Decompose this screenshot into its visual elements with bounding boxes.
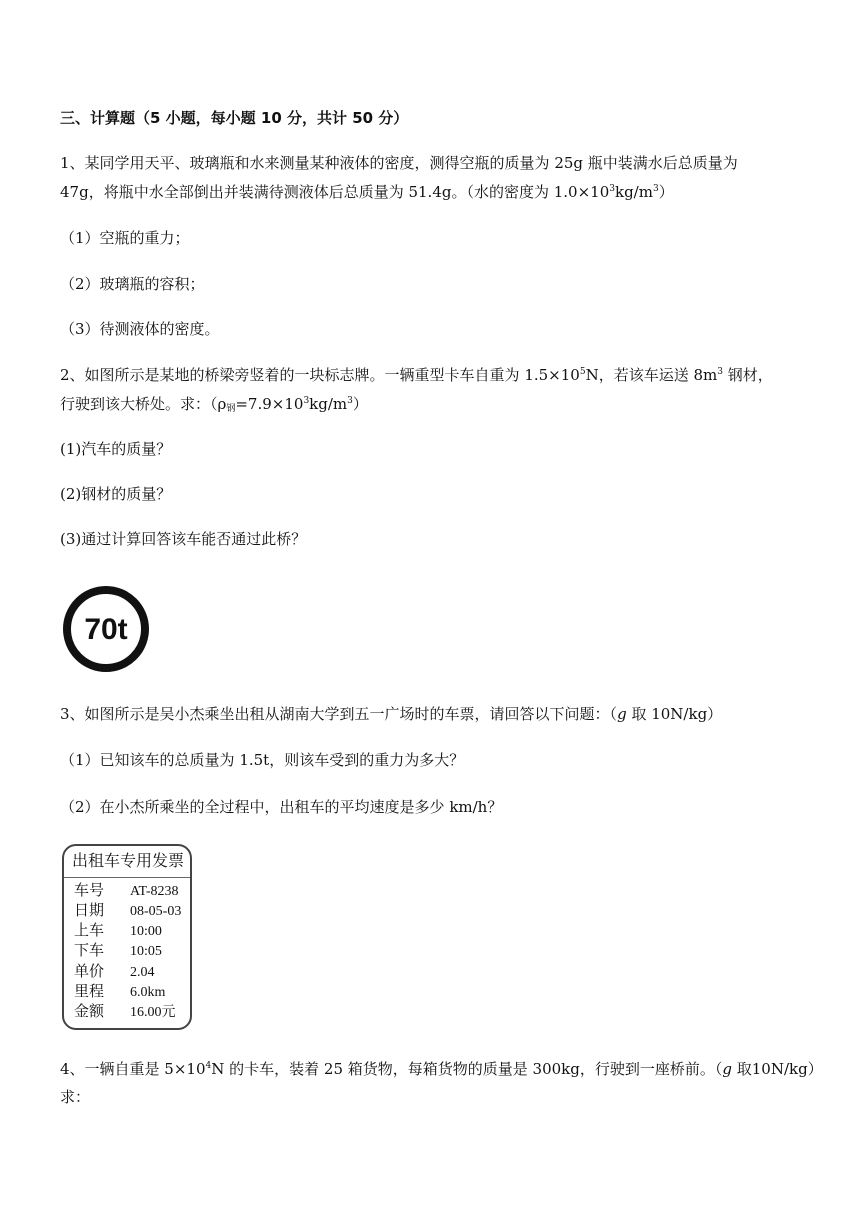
q3-text-b: 取 10N/kg）	[626, 705, 723, 723]
weight-limit-sign	[62, 585, 150, 673]
receipt-value: 6.0km	[130, 985, 166, 1000]
q4-text-b: N 的卡车，装着 25 箱货物，每箱货物的质量是 300kg，行驶到一座桥前。（	[211, 1060, 723, 1078]
question-3-sub-2: （2）在小杰所乘坐的全过程中，出租车的平均速度是多少 km/h？	[60, 798, 503, 816]
question-1-sub-1: （1）空瓶的重力；	[60, 229, 190, 247]
receipt-row	[74, 1002, 176, 1022]
weight-limit-text: 70t	[84, 613, 128, 646]
receipt-value: 16.00元	[130, 1005, 176, 1020]
question-2-line-2	[60, 393, 368, 415]
q1-text-b: kg/m	[614, 183, 653, 201]
receipt-row	[74, 921, 162, 941]
question-2-sub-2: (2)钢材的质量？	[60, 485, 172, 503]
question-1-sub-3: （3）待测液体的密度。	[60, 320, 220, 338]
receipt-value: 10:05	[130, 944, 162, 959]
q2-text-c: 钢材，	[722, 366, 773, 384]
receipt-row	[74, 962, 155, 982]
q4-g-symbol: g	[722, 1060, 732, 1078]
receipt-key: 里程	[74, 983, 105, 1000]
q2-subscript: 钢	[226, 404, 236, 414]
receipt-value: AT-8238	[130, 884, 179, 899]
receipt-value: 2.04	[130, 965, 155, 980]
q2-exponent: 5	[579, 367, 586, 377]
receipt-title: 出租车专用发票	[72, 853, 185, 870]
q2-text-b: N，若该车运送 8m	[585, 366, 718, 384]
question-1-line-1: 1、某同学用天平、玻璃瓶和水来测量某种液体的密度，测得空瓶的质量为 25g 瓶中装满水后总质量为	[60, 154, 738, 172]
q1-exponent-2: 3	[652, 184, 659, 194]
q4-exponent: 4	[205, 1061, 212, 1071]
receipt-key: 下车	[74, 942, 105, 959]
q2-text-a: 2、如图所示是某地的桥梁旁竖着的一块标志牌。一辆重型卡车自重为 1.5×10	[60, 366, 580, 384]
receipt-key: 单价	[74, 963, 105, 980]
question-1-sub-2: （2）玻璃瓶的容积；	[60, 275, 205, 293]
question-3-line-1	[60, 703, 722, 725]
q2-exponent-2: 3	[717, 367, 723, 377]
receipt-row	[74, 941, 162, 961]
question-2-sub-3: (3)通过计算回答该车能否通过此桥？	[60, 530, 307, 548]
q2-text-g: ）	[352, 395, 368, 413]
q4-text-c: 取10N/kg）	[731, 1060, 823, 1078]
question-2-sub-1: (1)汽车的质量？	[60, 440, 172, 458]
q2-exponent-4: 3	[347, 396, 353, 406]
q2-text-e: =7.9×10	[235, 395, 304, 413]
receipt-row	[74, 881, 179, 901]
receipt-divider	[64, 877, 190, 878]
question-2-line-1	[60, 364, 773, 386]
question-4-line-1	[60, 1058, 823, 1080]
q1-exponent: 3	[609, 184, 615, 194]
question-1-line-2	[60, 181, 674, 203]
receipt-row	[74, 982, 165, 1002]
q3-g-symbol: g	[617, 705, 627, 723]
receipt-key: 上车	[74, 922, 105, 939]
receipt-value: 08-05-03	[130, 904, 182, 919]
q1-text-c: ）	[658, 183, 674, 201]
taxi-receipt	[62, 844, 192, 1030]
receipt-key: 车号	[74, 882, 105, 899]
q2-text-f: kg/m	[309, 395, 348, 413]
section-title: 三、计算题（5 小题，每小题 10 分，共计 50 分）	[60, 109, 409, 127]
question-4-line-2: 求：	[60, 1088, 91, 1106]
q4-text-a: 4、一辆自重是 5×10	[60, 1060, 206, 1078]
receipt-value: 10:00	[130, 924, 162, 939]
q1-text-a: 47g，将瓶中水全部倒出并装满待测液体后总质量为 51.4g。（水的密度为 1.0×10	[60, 183, 610, 201]
receipt-key: 日期	[74, 902, 105, 919]
receipt-key: 金额	[74, 1003, 105, 1020]
receipt-row	[74, 901, 181, 921]
q2-exponent-3: 3	[303, 396, 310, 406]
question-3-sub-1: （1）已知该车的总质量为 1.5t，则该车受到的重力为多大？	[60, 751, 465, 769]
q3-text-a: 3、如图所示是吴小杰乘坐出租从湖南大学到五一广场时的车票，请回答以下问题：（	[60, 705, 618, 723]
q2-text-d: 行驶到该大桥处。求：（ρ	[60, 395, 227, 413]
